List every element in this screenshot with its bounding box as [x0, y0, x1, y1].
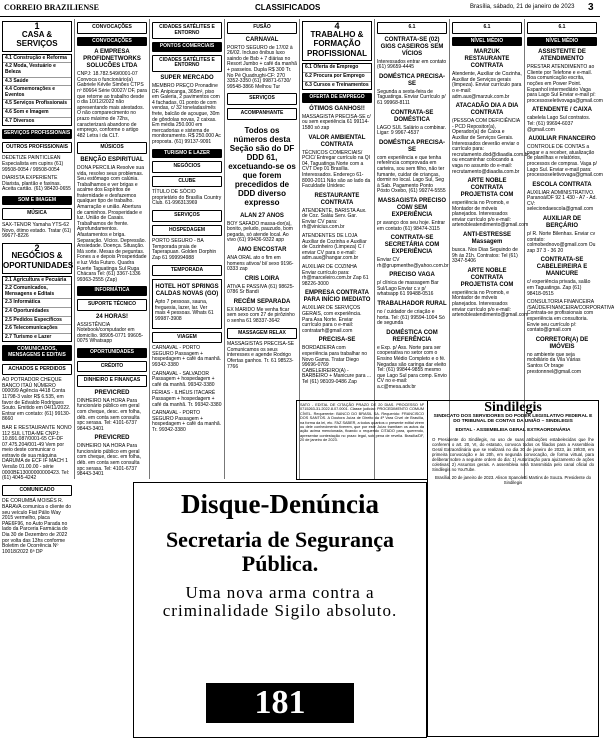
index-item[interactable]: 6.3 Cursos e Treinamentos [305, 81, 369, 88]
classified-ad: Enviar CV rh@grupmenthe@yahoo.com.br [377, 257, 449, 269]
page-header [0, 0, 600, 17]
classified-ad: ASSISTÊNCIA Notebook/computador em domicílio. 98905-0771 99605-0075 Whatsapp [77, 321, 144, 345]
category-label: CONVOCAÇÕES [77, 37, 147, 47]
ad-title: PREVICRED [94, 389, 130, 396]
classified-ad: SAX-TENOR Yamaha YTS-62 Novo, ótimo estado. Tratar (61) 99677-8226 [2, 222, 72, 240]
ad-title: TRABALHADOR RURAL [377, 301, 447, 308]
section-box-negocios [2, 243, 72, 274]
classified-ad: EX MARIDO Me venha ficar sem sexo com 27 de pirôzinho o senha 61 98337-3642 [227, 306, 295, 325]
category-label: MÚSICOS [77, 142, 147, 154]
category-label: 6.1 [377, 22, 447, 34]
classified-ad: com experiência e que tenha referência comprovada em carteira, sou sem filho, não ter fumante, cuidar de crianças, dormir no local. Lago Sul, Seg à Sab. Pagamento Ponto Pósto Oxebo, (61) 99274-5555 [377, 154, 446, 195]
classified-ad: DINHEIRO NA HORA Para funcionário público em geral com cheque, desc. em folha, déb. em conta sem consulta spc serasa. Tel: 4101-6737 98443-3401 [77, 397, 141, 432]
section-title: TRABALHO & FORMAÇÃO PROFISSIONAL [306, 29, 367, 58]
ad-title: ARTE NOBLE CONTRATA PROJETISTA COM [460, 267, 514, 288]
category-label: ACHADOS E PERDIDOS [2, 364, 72, 376]
index-item[interactable]: 2.1 Agricultura e Pecuária [3, 277, 71, 286]
category-label: CLUBE [152, 176, 222, 188]
classified-ad: TÉCNICOS COMERCIAIS/ PCIC/ Entregar currículo na QI 04, Taguatinga Norte com a CVT Dep 01 Brasília. Interessados. Endereço 61-8000-2011 Não são ao lado da Faculdade Unidesc [302, 149, 371, 190]
section-index [2, 276, 72, 343]
category-label: SOM E IMAGEM [2, 196, 72, 206]
ad-title: RECÉM SEPARADA [233, 298, 291, 305]
category-label: FUSÃO [227, 22, 297, 34]
index-item[interactable]: 4.4 Comemorações e Eventos [3, 86, 71, 100]
classified-ad: FÉRIAS - ILHÉUS ITACARÉ Passagem + hospedagem + café da manhã. Tr. 99342-3380 [152, 390, 222, 408]
ad-title: DOMÉSTICA PRECISA-SE [378, 73, 446, 87]
classified-ad: AUXILIAR ADMINISTRATIVO. Paranoá/DF 92 1 430 - A7 - Ad. CV: seleciondaescola@gmail.com [527, 189, 597, 213]
index-item[interactable]: 2.5 Pedidos Específicos [3, 317, 71, 326]
section-number: 2 [34, 242, 40, 253]
ad-title: EMPRESA CONTRATA PARA INÍCIO IMEDIATO [303, 290, 371, 304]
ad-title: MASSAGISTA PRECISO COM/ SEM EXPERIÊNCIA [377, 197, 446, 218]
column-casa-servicos [2, 19, 72, 734]
ad-title: SUPER MERCADO [160, 74, 214, 81]
classified-ad: DIARISTA EXPERIENTE Diarista, plantão e faxinas. Aceita cartão. (61) 98420-0655 [2, 175, 71, 193]
classified-ad: DE CORUMBÁ MOISÉS R. BARAVA comunica o cliente do seu veículo Fiat Pálio Way 2015 vermelho, placa PAE6F96, no Auto Parada no lado da Parceria Farmácia do Dia 30 de Dezembro de 2022 por volta das 13hs conforme Boletim de Ocorrência Nº 10018/2022 6ª DP [2, 498, 72, 555]
ad-title: RESTAURANTE CONTRATA [314, 192, 360, 206]
classified-ad: MASSAGISTAS PRECISA-SE Comunicamos os seus interesses e agende Rodrigo Ofertas ganhos. Tr. 61 98523-7766 [227, 341, 295, 370]
classified-ad: Segunda a sexta-feira de Taguatinga. Enviar Currículo p/ 61 99968-8111 [377, 88, 446, 106]
classified-ad: cabelela Lago Sul contratos. Tel: (61) 99694-6037 @gmail.com [527, 115, 591, 133]
classified-ad: PORTO SEGURO - BA Temporada praia de Taperapuan. Golden Dorphin Zap 61 999994988 [152, 238, 217, 262]
classified-ad: p/ clínica de massagem Bar Sul/Lago Enviar c.v p/ whatsapp 61 99488-0516 [377, 280, 439, 298]
sindilegis-heading: SINDICATO DOS SERVIDORES DO PODER LEGISLATIVO FEDERAL E DO TRIBUNAL DE CONTAS DA UNIÃO – SINDILEGIS [433, 414, 593, 424]
ad-title: ANTI-ESTRESSE Massagem [462, 232, 511, 246]
ad-title: DOMÉSTICA PRECISA-SE [378, 139, 446, 153]
classified-ad: ATIVA E PASSIVA (61) 98625-0786 Sr Bandi [227, 283, 295, 296]
ad-title: HOTEL HOT SPRINGS CALDAS NOVAS (GO) [155, 284, 219, 298]
classified-ad: BORDADEIRA com experiência para trabalhar no Novo Gama. Tratar Diego 99696-0769 CABELEIREIRO(A) - BARBEIRO + Manicure para ... Tel (61) 98109-0486 Zap [302, 345, 372, 385]
category-label: CRÉDITO [77, 361, 147, 373]
classified-ad: CONSULTORIA FINANCEIRA /SAÚDE/FINANCEIRA/CORPORATIVA Contrata-se profissionais com experiência em consultoria. Envie seu currículo p/: contato@gmail.com [527, 299, 614, 334]
category-label: 6.1 [452, 22, 522, 34]
sindilegis-signature: Brasília, 20 de janeiro de 2023. Alison Spanoletti Martins de Souza. Presidente do Sindilegis [435, 475, 591, 485]
ad-title: ATENDENTE / CAIXA [532, 107, 592, 114]
ad-title: A EMPRESA PROFIDNETWORKS SOLUCÕES LTDA [83, 49, 141, 70]
category-label: ACOMPANHANTE [227, 108, 297, 120]
category-label: DINHEIRO E FINANÇAS [77, 375, 147, 387]
ad-title: CRIS LOIRA [244, 275, 280, 282]
category-label: NÍVEL MÉDIO [527, 37, 597, 47]
category-label: SERVIÇOS [227, 93, 297, 105]
section-box-casa [2, 21, 72, 52]
category-label: HOSPEDAGEM [152, 225, 222, 237]
classified-ad: ATENDENTES DE LOJA Auxiliar de Cozinha e Auxiliar de Cozinheiro (Limpeza) C / enviar CV para o e-mail: adm.aux@hangar.com.br [302, 233, 367, 262]
classified-ad: CONTROLE DE CONTAS a pagar e a receber, atualização de planilhas e relatórios, processos de compras. Vaga p/ Lago Sul. Enviar e-mail para: processoseletivovaga@gmail.com [527, 144, 603, 179]
classified-ad: PORTO SEGURO de 17/02 à 26/02. Incluso ônibus luxo saindo de Bsb + 7 diárias no Resort Jumbo + café da manhã + passeios. Dupla R$ 300 Tr. No Pé Quadrughi-CF: 270 3352-3350 (61) 99871-6730/ 99548-3866 Melhou Tur [227, 44, 297, 90]
classified-ad: TÍTULO DE SÓCIO proprietário do Brasília Country Club. 61-996313969 [152, 189, 222, 207]
index-item[interactable]: 4.1 Construção e Reforma [3, 55, 71, 64]
column-emprego-1 [377, 19, 447, 397]
disque-phone-number: 181 [206, 683, 354, 723]
index-item[interactable]: 6.1 Oferta de Emprego [303, 64, 371, 73]
category-label: OFERTA DE EMPREGO [302, 93, 372, 103]
classified-ad: Interessados entrar em contato (61) 99659-4445 [377, 58, 447, 71]
ad-title: AMO ENCOSTAR [237, 246, 287, 253]
classified-ad: AUXILIAR DE SERVIÇOS GERAIS, com experiência. Para Asa Norte. Enviar currículo para o e-mail: contratarh@gmail.com [302, 305, 362, 334]
ad-title: 24 HORAS! [95, 313, 128, 320]
ad-title: PRECISA-SE [318, 337, 356, 344]
category-label: TEMPORADA [152, 265, 222, 277]
classified-ad: CARNAVAL - SALVADOR Passagem + hospedagem + café da manhã. 99342-3380 [152, 370, 215, 388]
ad-title: MARZUK RESTAURANTE CONTRATA [464, 49, 510, 70]
category-label: CIDADES SATÉLITES E ENTORNO [152, 22, 222, 39]
classified-ad: p/ R. Norte Bilenhas. Enviar cv contato: colmobednovo@gmail.com Ou zap 37 3 - 36 20 [527, 231, 596, 254]
ad-title: ALAN 27 ANOS [240, 212, 284, 219]
section-title: CLASSIFICADOS [255, 3, 321, 12]
category-label: VIAGEM [152, 332, 222, 344]
ad-title: AUXILIAR DE BERÇÁRIO [542, 216, 582, 230]
category-label: OUTROS PROFISSIONAIS [2, 142, 72, 154]
classified-ad: DEDETIZE PAINTICLEAN Especialista em cupins (61) 99508-0054 / 99508-0054 [2, 155, 64, 173]
classified-ad: BOY SAFADO massa-dor(a), bonito, peludo, pauzudo, bom pegada, só atende local. Ao vivo (61) 99436-9322 app [227, 220, 293, 244]
classified-ad: experiência no Promob, e Montador de móveis planejados. Interessados enviar currículo p/o e-mail: artenobleatendimento@gmail.com [452, 289, 529, 319]
classified-ad: (PESSOA COM DEFICIÊNCIA - PCD Repositor(a), Operador(a) de Caixa e Auxiliar de Serviços Gerais. Interessados deverão enviar o currículo para: recrutamento.dod@diaadia.com.br ou encaminhar colocando a vaga no assunto do e-mail: recrutamento@diaadia.com.br [452, 118, 530, 175]
sindilegis-notice [427, 400, 599, 737]
ad-title: CONTRATA-SE SECRETÁRIA COM EXPERIÊNCIA [384, 235, 440, 256]
category-label: MASSAGEM RELAX [227, 328, 297, 340]
category-label: MÚSICA [2, 208, 72, 220]
classified-ad: Apto 7 pessoas, sauna, freguesia, lazer, lar. Ver mais 4 pessoas. Whats 61 99987-3908 [155, 299, 214, 322]
classified-ad: pr avanço dos seu hoje. Entrar em contato (61) 98474-3115 [377, 219, 446, 232]
classified-ad: CARNAVAL - PORTO SEGURO Passagem + hospedagem + café da manhã. 99342-3380 [152, 345, 222, 368]
classified-ad: c/ experiência privada, salão em Taguatinga. Zap (61) 98418-0515 [527, 279, 591, 297]
ad-title: ESCOLA CONTRATA [532, 181, 592, 188]
classified-ad: LAGO SUL Salário a combinar. Ligar: 9 9967-4537 [377, 124, 447, 137]
category-label: CIDADES SATÉLITES E ENTORNO [152, 55, 222, 72]
classified-ad: MEMBRO PREÇO Pronadine DF. Anipicanga, 365m², piso em Galeria, 2 pavimentos com 4 fachadas, 01 ponto de com vendas, c/ 32 toneladas/mês frete, balcão de açougue, 30m de gôndolas novas, 2 caixas. Em média 250.000 em mercadorias e sistema de monitoramento. R$ 250.000 Ac proposta. (61) 99137-9091 [152, 82, 221, 145]
category-label: CONVOCAÇÕES [77, 22, 147, 34]
index-item[interactable]: 2.4 Oportunidades [3, 308, 71, 317]
classified-ad: Atendente, Auxiliar de Cozinha, Auxiliar de Serviços gerais (limpeza). Enviar currículo para o e-mail: adm.aux@marzuk.com.br [452, 71, 522, 100]
category-label: COMUNICADOS, MENSAGENS E EDITAIS [2, 345, 72, 360]
column-emprego-3 [527, 19, 614, 397]
classified-ad: ATENDENTE, BARISTA Aux. de Coz. Saláu Serv. Gar. Enviar CV para: rh@vinicius.com.br [302, 207, 367, 231]
column-divider [224, 19, 225, 479]
ddd-notice: Todos os números desta Seção são do DF DDD 61, excetuando-se os que forem precedidos de DDD diverso expresso [228, 125, 296, 207]
legal-notice [296, 400, 428, 480]
classified-ad: ANA ORAL ato o fim em homens ativos/ bi/ sexo 9196-0333 zap [227, 254, 294, 273]
classified-ad: BAR E RESTAURANTE NONO 112 SUL LTDA-ME CNPJ: 10.891.087/0001-65 CF-DF 07.475.204/001-49 Vem por meio deste comunicar o extravio de sua máquina DARUMA de ECF IF MACH 1 Versão 01.00.00 - série 0000BE13000000000423. Tel: (61) 4045-4242 [2, 424, 72, 482]
sindilegis-logo: Sindilegis [484, 400, 542, 415]
sindilegis-body: O Presidente do Sindilegis, no uso de suas atribuições estabelecidas que lhe conferem o art. 20, VI, do estatuto, convoca todos os filiados para a Assembleia Geral Extraordinária que se realizará no dia 30 de janeiro de 2023, às 19h30, em primeira convocação e às 20h, em segunda convocação, de forma virtual, para deliberar sobre a seguinte ordem do dia: 1) Autorização para ajuizamento de ações coletivas; 2) Assuntos gerais. A assembleia será transmitida pelo canal oficial do Sindilegis no YouTube. [432, 437, 594, 472]
classified-ad: AUXILIAR DE COZINHA Enviar currículo para: rh@marceleiro.com.br Zap 61 98226-3000 [302, 264, 369, 287]
ad-title: BENÇÃO ESPIRITUAL [80, 156, 144, 163]
category-label: INFORMÁTICA [77, 286, 147, 296]
section-index [302, 63, 372, 90]
category-label: COMUNICADO [2, 485, 72, 497]
category-label: PONTOS COMERCIAIS [152, 42, 222, 52]
category-label: NÍVEL MÉDIO [452, 37, 522, 47]
ad-title: VALOR AMBIENTAL CONTRATA [308, 134, 366, 148]
column-trabalho [302, 19, 372, 397]
ad-title: CORRETOR(A) DE IMÓVEIS [535, 336, 589, 350]
column-fusao [227, 19, 297, 479]
classified-ad: CNPJ: 18.782.549/0001-07 Convoca o funcionário(a) Gabriele Kévile Simões CTPS nº 80664 Série 00027/ DF, para que retorne ao trabalho desde o dia 10/12/2022 não apresentando mais atestados. O não comparecimento no prazo máximo de 72hs, caracterizará abandono de emprego, conforme o artigo 482 Letra i da CLT. [77, 71, 147, 139]
ad-title: ÓTIMOS GANHOS!! [309, 105, 365, 112]
column-emprego-2 [452, 19, 530, 397]
column-divider [149, 19, 150, 479]
section-number: 4 [334, 21, 340, 31]
disque-denuncia-ad [133, 482, 427, 738]
classified-ad: DONA PERCILIA Resolve sua vida, resolvo seus problemas. Seu estômago com calúnia. Trabalhamos e ver brigas e acalme dos Espíritos de fraternidade e desfazemos qualquer tipo de trabalho. Amarração e união. Abertura de caminhos. Prosperidade e luz. União de Casais. Trabalhamos de frente. Aprofundamentos. Afastamentos e briga. Separação. Vícios. Depressão. Ansiedade. Doença. Situação. Má sorte. Mesas de peguntas. Fones a e depois Prosperidade e luz Vida Futuro. Quadra Fuerte Taguatinga Sul Ruga Chácara Tel: (61) 3367-1336 99363-2555 (Zap) [77, 164, 147, 283]
category-label: NEGÓCIOS [152, 161, 222, 173]
category-label: SERVIÇOS [152, 210, 222, 222]
category-label: TURISMO E LAZER [152, 149, 222, 159]
category-label: SERVIÇOS PROFISSIONAIS [2, 129, 72, 139]
sindilegis-subheading: EDITAL - ASSEMBLEIA GERAL EXTRAORDINÁRIA [455, 428, 571, 433]
boxed-ad [152, 279, 222, 328]
index-item[interactable]: 4.5 Serviços Profissionais [3, 100, 71, 109]
classified-ad: e Exp. p/ Ass. Norte para ser cooperativa no setor com o Ensino Médio Completo e o fé. Negadas são caringa dar eleito Tel: (61) 99844-9855 mesmo que Lago Sul para comp. Envio CV no e-mail: a.c@mesa.adv.br [377, 344, 447, 390]
classified-ad: busca. Nos Dias Seguindo de 9h às 21h. Contratos: Tel (61) 3347-5406 [452, 247, 518, 265]
index-item[interactable]: 4.3 Saúde [3, 78, 71, 87]
legal-text: SATO - EDITAL DE CITAÇÃO PRAZO DE 20 DIAS. PROCESSO Nº 0715263-31.2022.8.07.0001. Classe judicial: PROCEDIMENTO COMUM CÍVEL. Requerente: BANCO DO BRASIL SA. Requerido: FRANCISCO DOS SANTOS. A Doutora Juíza de Direito da 4ª Vara Cível de Brasília, na forma da lei, etc. FAZ SABER, a todos quantos o presente edital virem ou dele conhecimento tiverem, que por este Juízo tramitam os autos da ação acima mencionada, ficando o requerido CITADO para, querendo, apresentar contestação no prazo legal, sob pena de revelia. Brasília/DF, 20 de janeiro de 2023. [300, 403, 424, 443]
index-item[interactable]: 2.3 Informática [3, 299, 71, 308]
column-divider [74, 19, 75, 479]
ad-title: ARTE NOBLE CONTRATA PROJETISTA COM [460, 178, 514, 199]
ad-title: CONTRATA-SE DOMÉSTICA [390, 109, 434, 123]
category-label: 6.1 [527, 22, 597, 34]
column-pontos-comerciais [152, 19, 222, 479]
ad-title: AUXILIAR FINANCEIRO [528, 136, 596, 143]
classified-ad: PRESTAR ATENDIMENTO ao Cliente por Telefone e e-mail. Boa comunicação escrita, noções em Power Point. Espanhol intermediário Vaga para Lago Sul Enviar e-mail p/: processoseletivovaga@gmail.com [527, 64, 603, 104]
category-label: OPORTUNIDADES [77, 348, 147, 358]
disque-tagline: Uma nova arma contra a criminalidade Sigilo absoluto. [162, 583, 398, 620]
classified-ad: DINHEIRO NA HORA Para funcionário público em geral com cheque, desc. em folha, déb. em conta sem consulta spc serasa. Tel: 4101-6737 98443-3401 [77, 443, 141, 478]
classified-ad: CARNAVAL - PORTO SEGURO Passagem + hospedagem + café da manhã. Tr. 99342-3380 [152, 410, 222, 433]
section-index [2, 54, 72, 126]
index-item[interactable]: 4.2 Moda, Vestuário e Beleza [3, 63, 71, 77]
ad-title: PRECISO VAGA [389, 272, 435, 279]
section-title: CASA & SERVIÇOS [16, 29, 58, 49]
disque-subtitle: Secretaria de Segurança Pública. [165, 527, 395, 576]
classified-ad: no ambiente que seja mobiliário da Vila Várias Santos Or brage prestonnnel@gmail.com [527, 351, 581, 375]
ad-title: DOMÉSTICA COM REFERÊNCIA [386, 329, 438, 343]
ad-title: CONTRATA-SE CABELEIREIRA E MANICURE [536, 257, 588, 278]
index-item[interactable]: 4.7 Diversos [5, 117, 35, 124]
ad-title: CONTRATA-SE (02) GIGS CASEIROS SEM VÍCIOS [380, 36, 444, 57]
index-item[interactable]: 2.2 Comunicados, Mensagens e Editais [3, 285, 71, 299]
classified-ad: AO POTRADOR CHEQUE BANCO ITAÚ NÚMERO 000099 Agência 4418 Conta 11798-3 valor R$ 6.535, em favor de Edvaldo Rodrigues Souto. Emitido em 04/11/2022. Entrar em contato: (61) 99130-8660 [2, 377, 71, 423]
ad-title: ASSISTENTE DE ATENDIMENTO [538, 49, 586, 63]
index-item[interactable]: 4.6 Som e Imagem [3, 109, 71, 118]
classified-ad: MASSAGISTA PRECISA-SE c/ ou sem experiência 61 99114-1580 só zap [302, 113, 371, 131]
category-label: SUPORTE TÉCNICO [77, 299, 147, 311]
index-item[interactable]: 2.6 Telecomunicações [3, 325, 71, 334]
ad-title: ATACADÃO DIA A DIA CONTRATA [455, 103, 519, 117]
classified-ad: no / cuidador de criação e horta. Tel: (61) 99594-1004 Só de segunda [377, 309, 445, 327]
ad-title: CARNAVAL [245, 36, 279, 43]
newspaper-logo: CORREIO BRAZILIENSE [4, 3, 99, 12]
disque-title: Disque-Denúncia [180, 489, 380, 519]
index-item[interactable]: 6.2 Procura por Emprego [303, 73, 371, 82]
section-title: NEGÓCIOS & OPORTUNIDADES [3, 251, 74, 271]
index-item[interactable]: 2.7 Turismo e Lazer [5, 333, 52, 340]
section-number: 1 [34, 21, 40, 31]
classified-ad: experiência no Promob, e Montador de móveis planejados. Interessados enviar currículo p/o e-mail: artenobleatendimento@gmail.com [452, 200, 529, 229]
page-number: 3 [588, 2, 594, 13]
ad-title: PREVICRED [94, 435, 130, 442]
section-box-trabalho [302, 21, 372, 61]
issue-date: Brasília, sábado, 21 de janeiro de 2023 [470, 4, 575, 10]
